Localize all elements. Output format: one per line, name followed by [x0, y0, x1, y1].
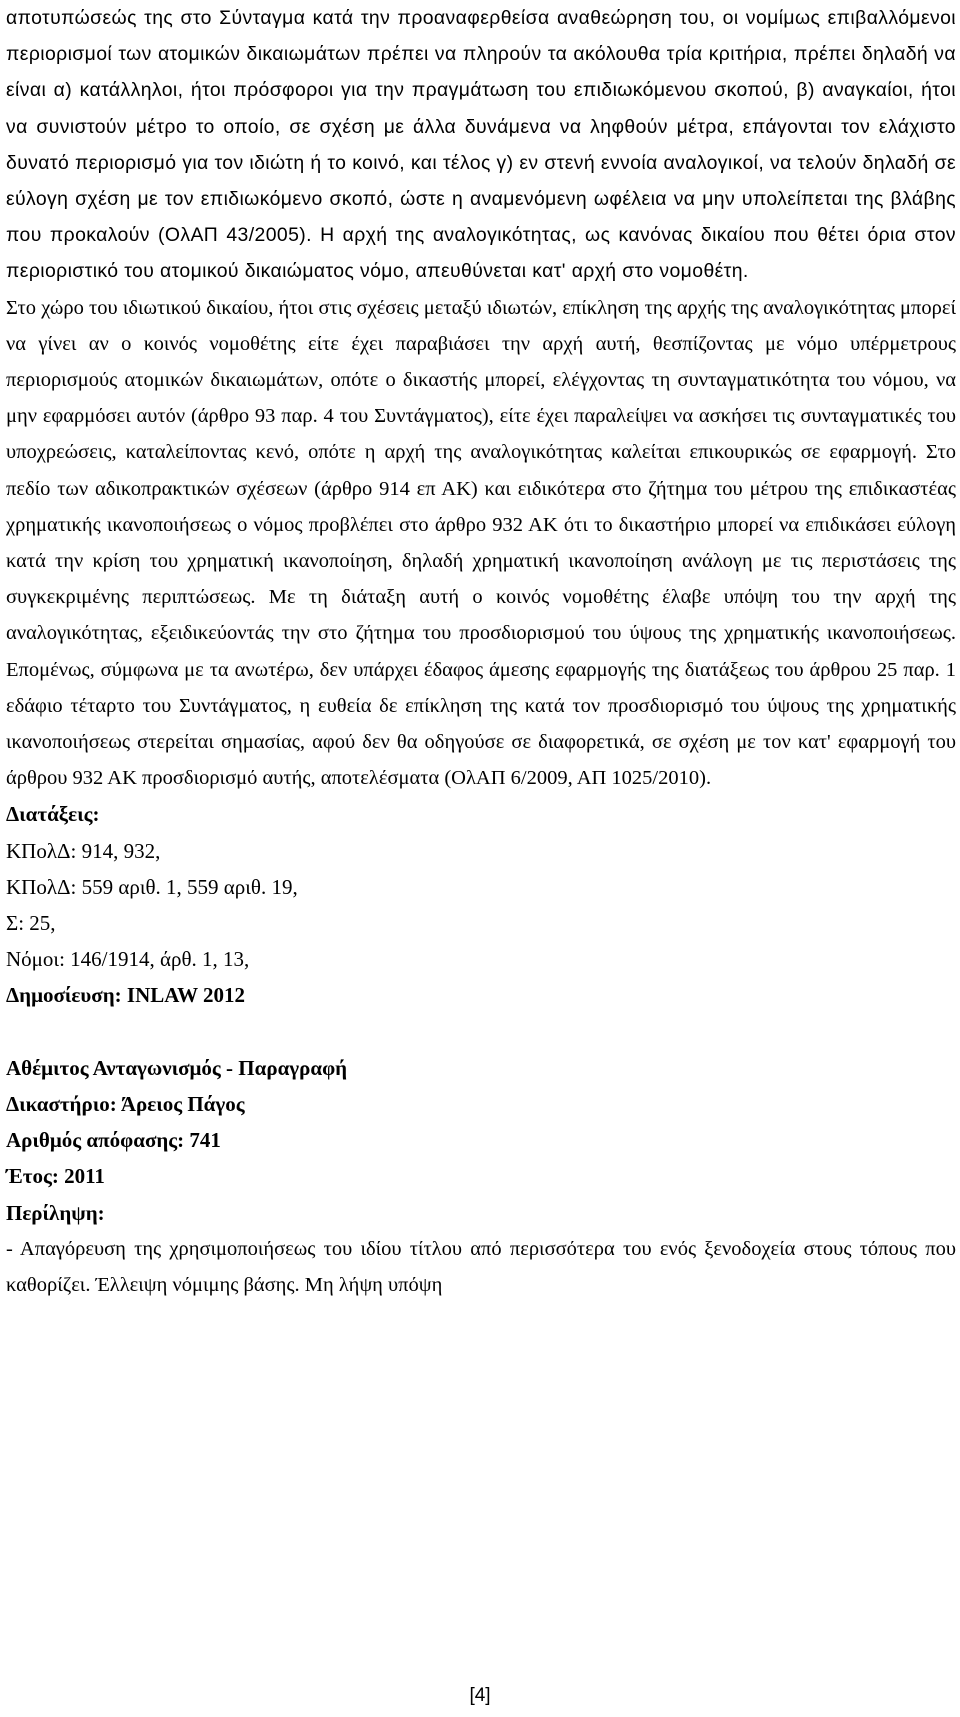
- court-value: Άρειος Πάγος: [120, 1091, 245, 1116]
- publication-line: [6, 977, 956, 1013]
- provisions-section: [6, 796, 956, 1013]
- court-label: Δικαστήριο:: [6, 1091, 117, 1116]
- year-label: Έτος:: [6, 1164, 59, 1189]
- decision-number-line: [6, 1122, 956, 1158]
- page-number: [4]: [469, 1685, 491, 1706]
- publication-value: INLAW 2012: [126, 983, 245, 1008]
- court-line: [6, 1086, 956, 1122]
- publication-label: Δημοσίευση:: [6, 983, 122, 1008]
- summary-heading: Περίληψη:: [6, 1200, 105, 1225]
- provisions-heading: Διατάξεις:: [6, 802, 100, 827]
- summary-text: - Απαγόρευση της χρησιμοποιήσεως του ιδίου τίτλου από περισσότερα του ενός ξενοδοχεία στους τόπους που καθορίζει. Έλλειψη νόμιμης βάσης. Μη λήψη υπόψη: [6, 1237, 956, 1296]
- year-value: 2011: [64, 1164, 105, 1189]
- year-line: [6, 1158, 956, 1194]
- case-section: [6, 1050, 956, 1303]
- body-paragraph-proportionality: αποτυπώσεώς της στο Σύνταγμα κατά την προαναφερθείσα αναθεώρηση του, οι νομίμως επιβαλλόμενοι περιορισμοί των ατομικών δικαιωμάτων πρέπει να πληρούν τα ακόλουθα τρία κριτήρια, πρέπει δηλαδή να είναι α) κατάλληλοι, ήτοι πρόσφοροι για την πραγμάτωση του επιδιωκόμενου σκοπού, β) αναγκαίοι, ήτοι να συνιστούν μέτρο το οποίο, σε σχέση με άλλα δυνάμενα να ληφθούν μέτρα, επάγονται τον ελάχιστο δυνατό περιορισμό για τον ιδιώτη ή το κοινό, και τέλος γ) εν στενή εννοία αναλογικοί, να τελούν δηλαδή σε εύλογη σχέση με τον επιδιωκόμενο σκοπό, ώστε η αναμενόμενη ωφέλεια να μην υπολείπεται της βλάβης που προκαλούν (ΟλΑΠ 43/2005). Η αρχή της αναλογικότητας, ως κανόνας δικαίου που θέτει όρια στον περιοριστικό του ατομικού δικαιώματος νόμο, απευθύνεται κατ' αρχή στο νομοθέτη.: [6, 7, 956, 283]
- provision-line: Σ: 25,: [6, 911, 56, 936]
- document-page: [6, 0, 956, 1303]
- provision-line: ΚΠολΔ: 914, 932,: [6, 838, 161, 863]
- decision-number-value: 741: [189, 1128, 221, 1153]
- case-title: Αθέμιτος Ανταγωνισμός - Παραγραφή: [6, 1055, 348, 1080]
- provision-line: Νόμοι: 146/1914, άρθ. 1, 13,: [6, 947, 250, 972]
- body-paragraph-private-law: Στο χώρο του ιδιωτικού δικαίου, ήτοι στις σχέσεις μεταξύ ιδιωτών, επίκληση της αρχής της αναλογικότητας μπορεί να γίνει αν ο κοινός νομοθέτης είτε έχει παραβιάσει την αρχή αυτή, θεσπίζοντας με νόμο υπέρμετρους περιορισμούς ατομικών δικαιωμάτων, οπότε ο δικαστής μπορεί, ελέγχοντας τη συνταγματικότητα του νόμου, να μην εφαρμόσει αυτόν (άρθρο 93 παρ. 4 του Συντάγματος), είτε έχει παραλείψει να ασκήσει τις συνταγματικές του υποχρεώσεις, καταλείποντας κενό, οπότε η αρχή της αναλογικότητας καλείται επικουρικώς σε εφαρμογή. Στο πεδίο των αδικοπρακτικών σχέσεων (άρθρο 914 επ ΑΚ) και ειδικότερα στο ζήτημα του μέτρου της επιδικαστέας χρηματικής ικανοποιήσεως ο νόμος προβλέπει στο άρθρο 932 ΑΚ ότι το δικαστήριο μπορεί να επιδικάσει εύλογη κατά την κρίση του χρηματική ικανοποίηση, δηλαδή χρηματική ικανοποίηση ανάλογη με τις περιστάσεις της συγκεκριμένης περιπτώσεως. Με τη διάταξη αυτή ο κοινός νομοθέτης έλαβε υπόψη του την αρχή της αναλογικότητας, εξειδικεύοντάς την στο ζήτημα του προσδιορισμού του ύψους της χρηματικής ικανοποιήσεως. Επομένως, σύμφωνα με τα ανωτέρω, δεν υπάρχει έδαφος άμεσης εφαρμογής της διατάξεως του άρθρου 25 παρ. 1 εδάφιο τέταρτο του Συντάγματος, η ευθεία δε επίκληση της κατά τον προσδιορισμό του ύψους της χρηματικής ικανοποιήσεως στερείται σημασίας, αφού δεν θα οδηγούσε σε διαφορετικά, σε σχέση με τον κατ' εφαρμογή του άρθρου 932 ΑΚ προσδιορισμό αυτής, αποτελέσματα (ΟλΑΠ 6/2009, ΑΠ 1025/2010).: [6, 296, 956, 790]
- provision-line: ΚΠολΔ: 559 αριθ. 1, 559 αριθ. 19,: [6, 874, 298, 899]
- decision-number-label: Αριθμός απόφασης:: [6, 1128, 185, 1153]
- section-spacer: [6, 1014, 956, 1050]
